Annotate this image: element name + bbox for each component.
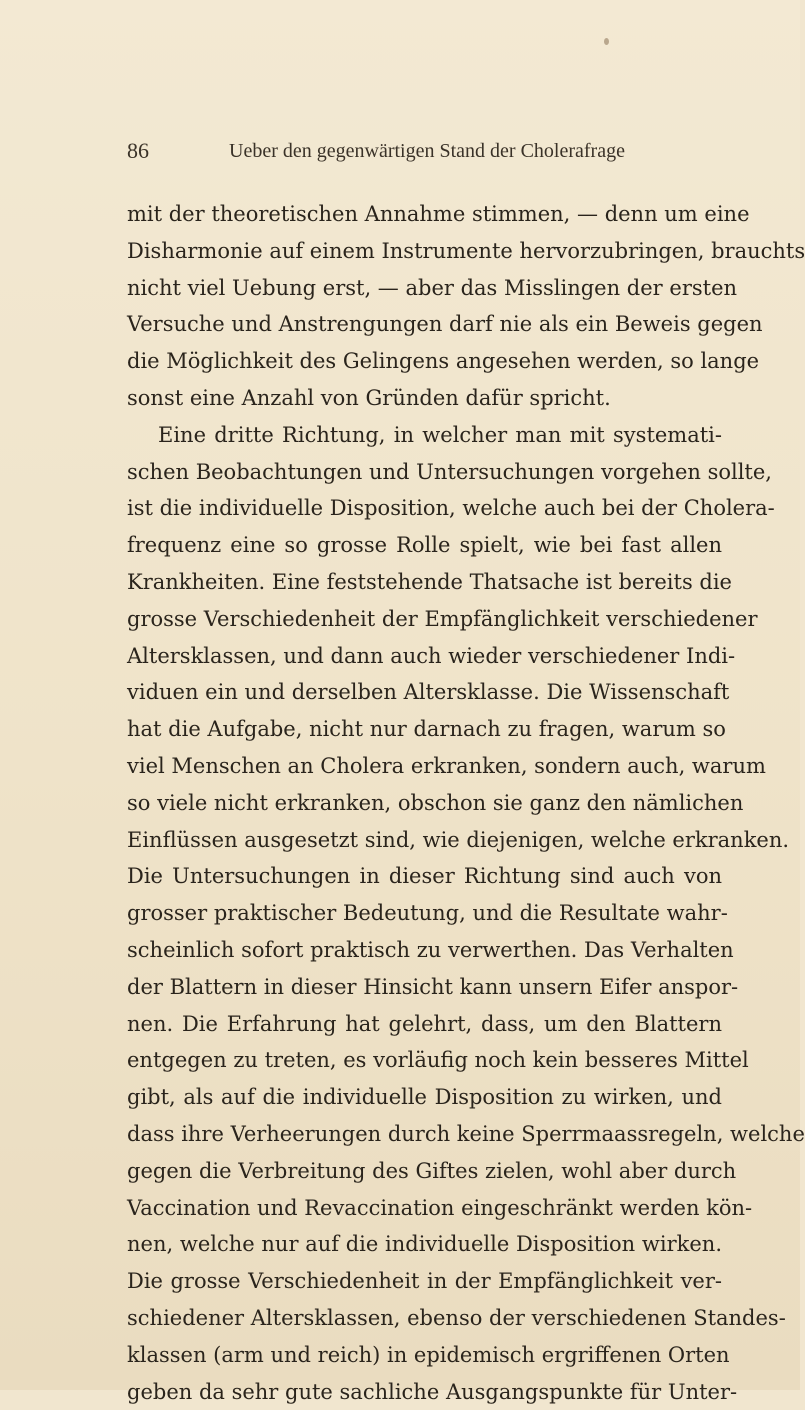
text-line: schiedener Altersklassen, ebenso der verschiedenen Standes-: [127, 1300, 722, 1337]
text-line: nen. Die Erfahrung hat gelehrt, dass, um den Blattern: [127, 1006, 722, 1043]
running-title: Ueber den gegenwärtigen Stand der Cholerafrage: [127, 134, 727, 168]
text-line: scheinlich sofort praktisch zu verwerthen. Das Verhalten: [127, 932, 722, 969]
text-line: grosse Verschiedenheit der Empfänglichkeit verschiedener: [127, 601, 722, 638]
text-line: entgegen zu treten, es vorläufig noch kein besseres Mittel: [127, 1042, 722, 1079]
text-line: sonst eine Anzahl von Gründen dafür spricht.: [127, 380, 722, 417]
paragraph-start-line: Eine dritte Richtung, in welcher man mit systemati-: [127, 417, 722, 454]
text-line: Disharmonie auf einem Instrumente hervorzubringen, brauchts: [127, 233, 722, 270]
text-line: gibt, als auf die individuelle Disposition zu wirken, und: [127, 1079, 722, 1116]
text-line: so viele nicht erkranken, obschon sie ganz den nämlichen: [127, 785, 722, 822]
text-line: Die grosse Verschiedenheit in der Empfänglichkeit ver-: [127, 1263, 722, 1300]
text-line: Krankheiten. Eine feststehende Thatsache ist bereits die: [127, 564, 722, 601]
text-line: grosser praktischer Bedeutung, und die Resultate wahr-: [127, 895, 722, 932]
text-line: dass ihre Verheerungen durch keine Sperrmaassregeln, welche: [127, 1116, 722, 1153]
text-line: ist die individuelle Disposition, welche auch bei der Cholera-: [127, 490, 722, 527]
text-line: Einflüssen ausgesetzt sind, wie diejenigen, welche erkranken.: [127, 822, 722, 859]
text-line: geben da sehr gute sachliche Ausgangspunkte für Unter-: [127, 1374, 722, 1410]
text-line: der Blattern in dieser Hinsicht kann unsern Eifer anspor-: [127, 969, 722, 1006]
text-line: Vaccination und Revaccination eingeschränkt werden kön-: [127, 1190, 722, 1227]
text-line: mit der theoretischen Annahme stimmen, — denn um eine: [127, 196, 722, 233]
text-line: die Möglichkeit des Gelingens angesehen werden, so lange: [127, 343, 722, 380]
text-line: Versuche und Anstrengungen darf nie als ein Beweis gegen: [127, 306, 722, 343]
text-line: schen Beobachtungen und Untersuchungen vorgehen sollte,: [127, 454, 722, 491]
text-line: viduen ein und derselben Altersklasse. Die Wissenschaft: [127, 674, 722, 711]
text-line: viel Menschen an Cholera erkranken, sondern auch, warum: [127, 748, 722, 785]
page-number: 86: [127, 134, 149, 168]
text-line: frequenz eine so grosse Rolle spielt, wie bei fast allen: [127, 527, 722, 564]
text-line: Altersklassen, und dann auch wieder verschiedener Indi-: [127, 638, 722, 675]
text-line: gegen die Verbreitung des Giftes zielen, wohl aber durch: [127, 1153, 722, 1190]
text-line: klassen (arm und reich) in epidemisch ergriffenen Orten: [127, 1337, 722, 1374]
text-line: nen, welche nur auf die individuelle Disposition wirken.: [127, 1226, 722, 1263]
text-line: nicht viel Uebung erst, — aber das Misslingen der ersten: [127, 270, 722, 307]
page-header: [127, 134, 727, 168]
text-line: hat die Aufgabe, nicht nur darnach zu fragen, warum so: [127, 711, 722, 748]
text-line: Die Untersuchungen in dieser Richtung sind auch von: [127, 858, 722, 895]
body-text: [127, 196, 722, 1410]
paper-speck: [604, 38, 609, 45]
